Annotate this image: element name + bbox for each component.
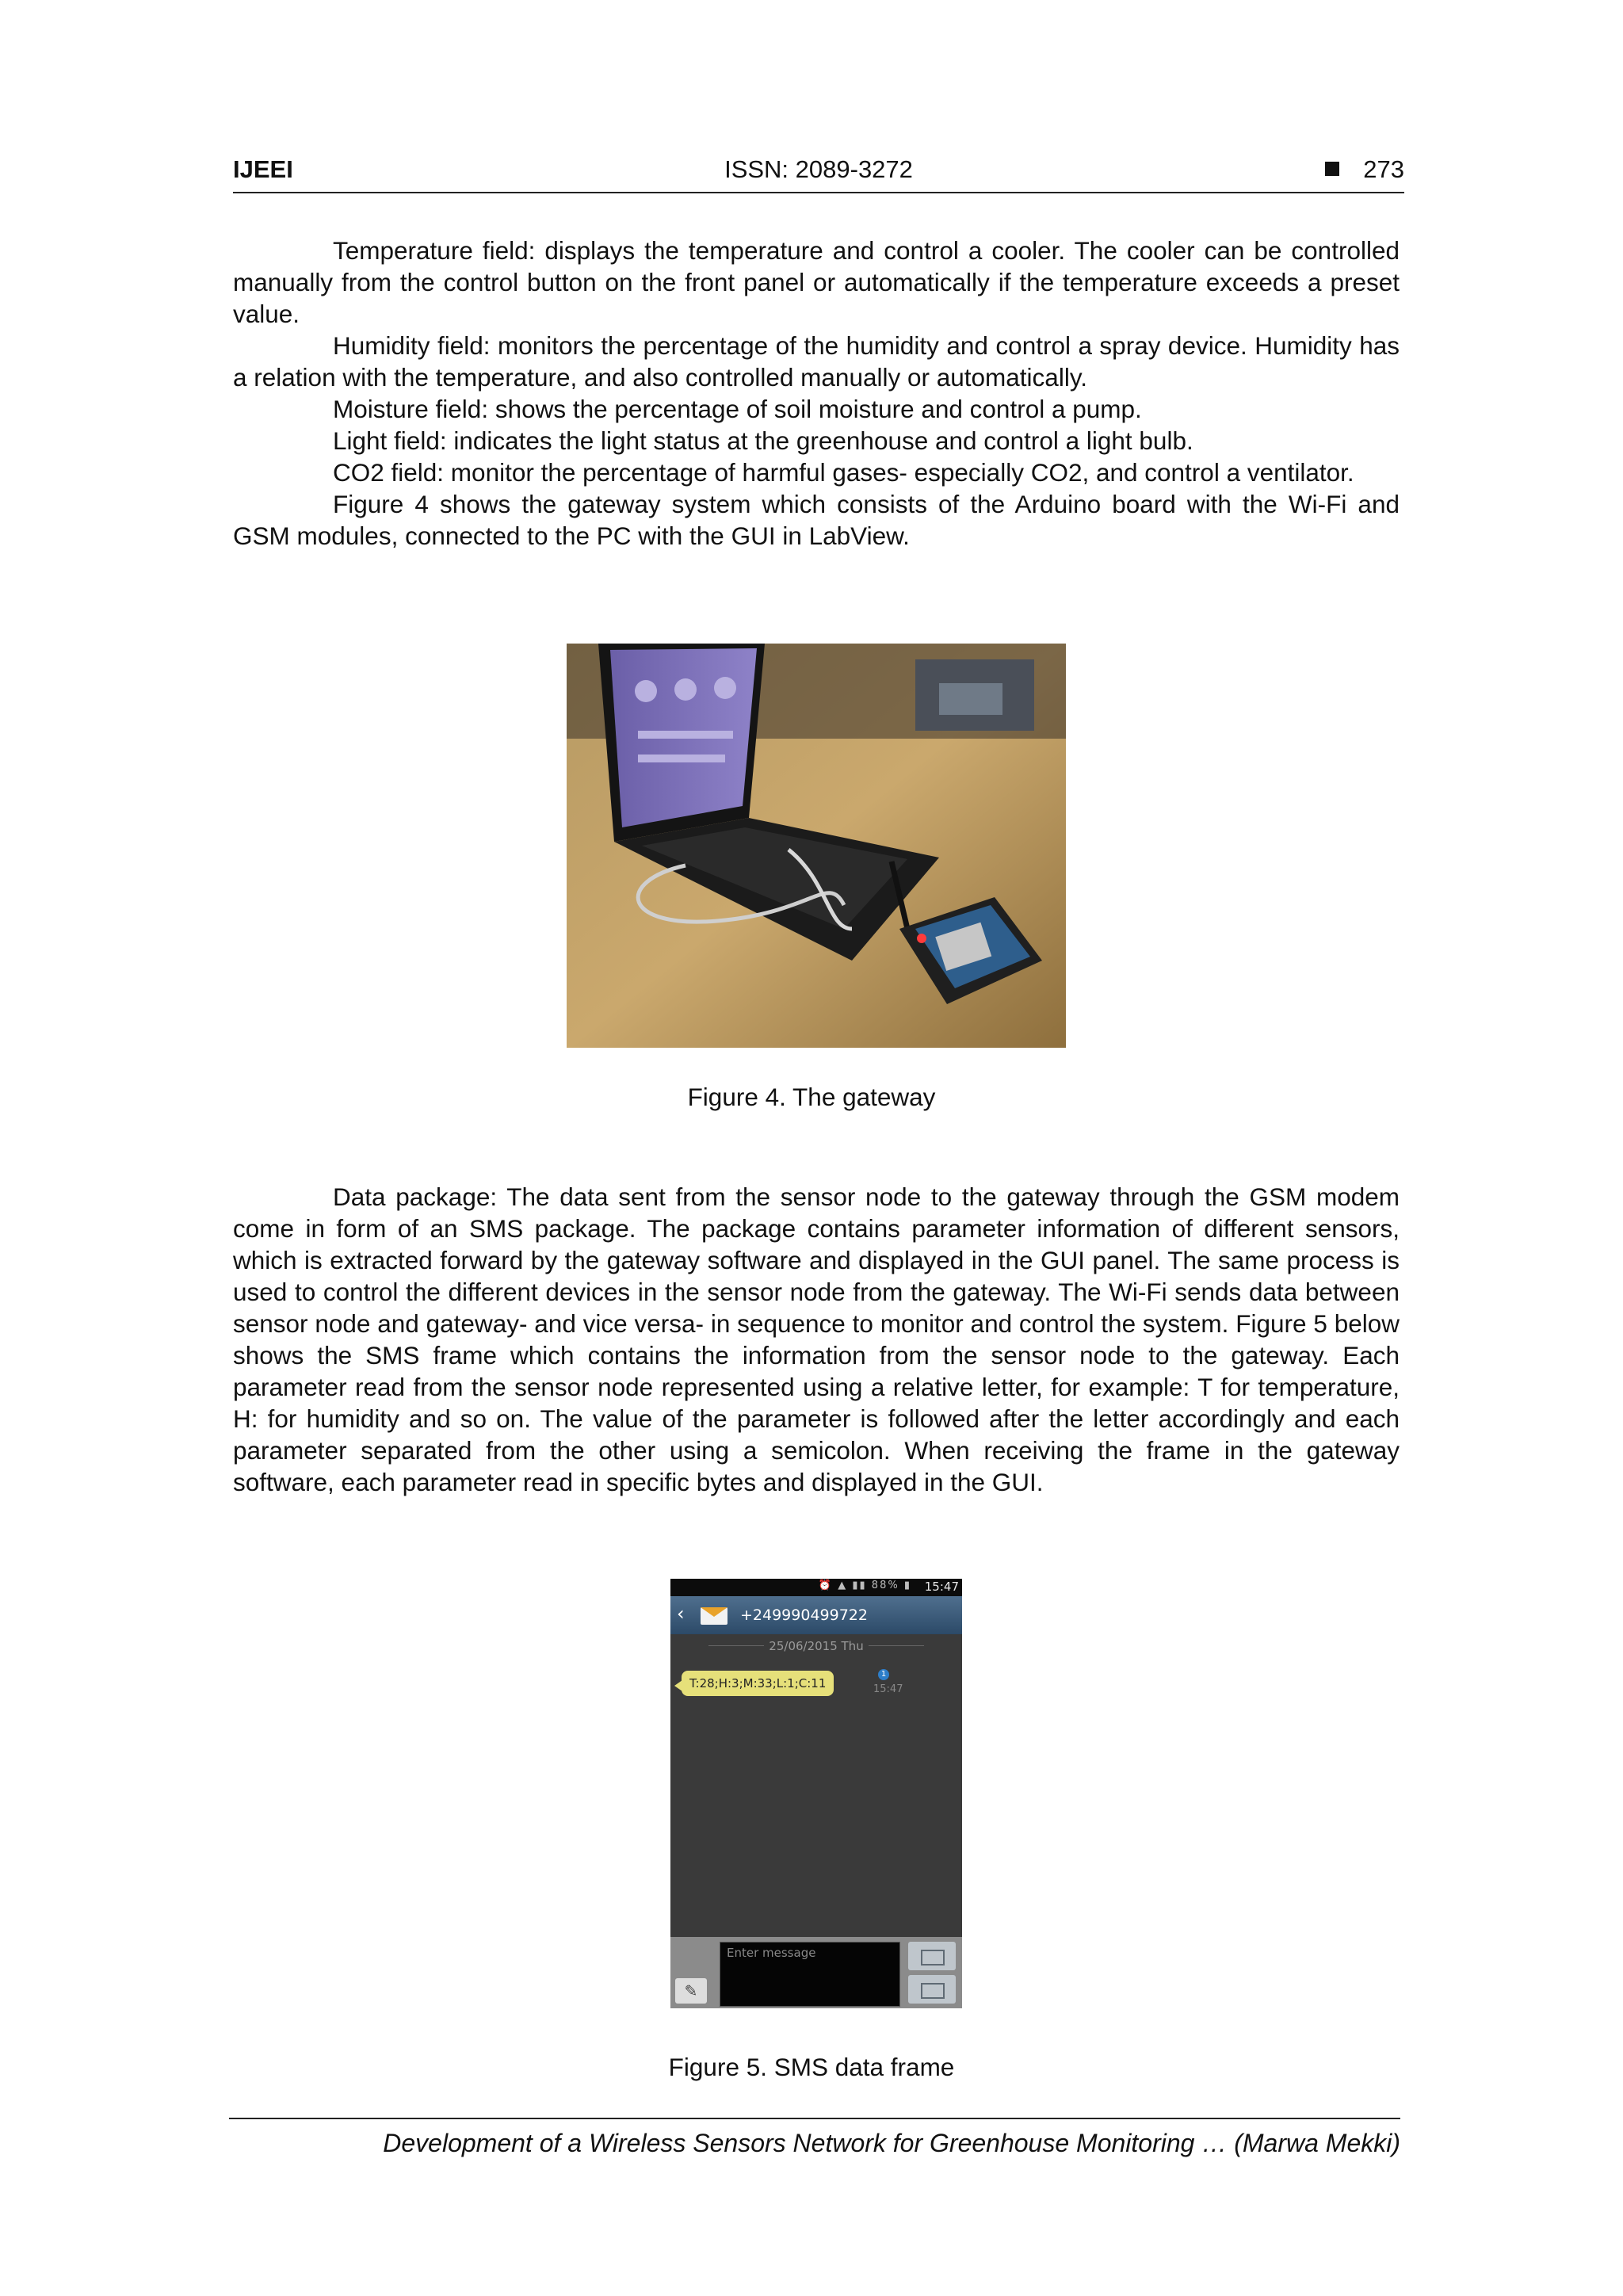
footer-text: Development of a Wireless Sensors Network for Greenhouse Monitoring … (Marwa Mekki) bbox=[383, 2129, 1400, 2157]
figure-5-caption: Figure 5. SMS data frame bbox=[668, 2053, 955, 2081]
attach-icon[interactable]: ✎ bbox=[675, 1978, 707, 2004]
message-input[interactable] bbox=[720, 1942, 900, 2007]
figure-4-caption: Figure 4. The gateway bbox=[687, 1083, 936, 1111]
message-badge: 1 bbox=[878, 1669, 889, 1680]
send-mms-button[interactable] bbox=[908, 1975, 956, 2004]
body-text-top bbox=[233, 235, 1400, 552]
page-number: 273 bbox=[1363, 155, 1404, 183]
message-thread bbox=[670, 1634, 962, 1951]
send-envelope-icon bbox=[921, 1950, 945, 1966]
journal-name: IJEEI bbox=[233, 155, 293, 183]
message-composer bbox=[670, 1937, 962, 2008]
status-time: 15:47 bbox=[924, 1580, 959, 1594]
square-bullet-icon bbox=[1325, 162, 1339, 176]
paragraph: Data package: The data sent from the sensor node to the gateway through the GSM modem come in form of an SMS package. The package contains parameter information of different sensors, which is extracted forward by the gateway software and displayed in the GUI panel. The same process is used to control the different devices in the sensor node from the gateway. The Wi-Fi sends data between sensor node and gateway- and vice versa- in sequence to monitor and control the system. Figure 5 below shows the SMS frame which contains the information from the sensor node to the gateway. Each parameter read from the sensor node represented using a relative letter, for example: T for temperature, H: for humidity and so on. The value of the parameter is followed after the letter accordingly and each parameter separated from the other using a semicolon. When receiving the frame in the gateway software, each parameter read in specific bytes and displayed in the GUI. bbox=[233, 1182, 1400, 1496]
signal-icons: ⏰ ▲ ▮▮ 88% ▮ bbox=[818, 1580, 911, 1591]
message-input-placeholder: Enter message bbox=[727, 1946, 816, 1960]
page-footer bbox=[229, 2118, 1400, 2157]
contact-number: +249990499722 bbox=[740, 1606, 868, 1624]
issn: ISSN: 2089-3272 bbox=[724, 155, 913, 183]
body-text-middle bbox=[233, 1181, 1400, 1498]
gateway-photo-illustration bbox=[567, 644, 1066, 1048]
message-bubble: T:28;H:3;M:33;L:1;C:11 bbox=[682, 1671, 834, 1696]
paragraph: Light field: indicates the light status at the greenhouse and control a light bulb. bbox=[333, 426, 1193, 455]
send-button[interactable] bbox=[908, 1942, 956, 1970]
sms-screenshot bbox=[670, 1579, 962, 2008]
paragraph: Temperature field: displays the temperature and control a cooler. The cooler can be controlled manually from the control button on the front panel or automatically if the temperature exceeds a preset value. bbox=[233, 236, 1400, 328]
message-time: 15:47 bbox=[873, 1683, 903, 1695]
date-label: 25/06/2015 Thu bbox=[769, 1639, 864, 1653]
paragraph: CO2 field: monitor the percentage of harmful gases- especially CO2, and control a ventilator. bbox=[333, 458, 1354, 487]
date-separator bbox=[686, 1639, 946, 1653]
paragraph: Humidity field: monitors the percentage of the humidity and control a spray device. Humidity has a relation with the temperature, and also controlled manually or automatically. bbox=[233, 331, 1400, 392]
page-header bbox=[233, 155, 1404, 193]
status-bar bbox=[670, 1579, 962, 1596]
conversation-header bbox=[670, 1596, 962, 1634]
paragraph: Figure 4 shows the gateway system which consists of the Arduino board with the Wi-Fi and GSM modules, connected to the PC with the GUI in LabView. bbox=[233, 490, 1400, 550]
back-arrow-icon[interactable]: ‹ bbox=[677, 1603, 685, 1625]
paragraph: Moisture field: shows the percentage of soil moisture and control a pump. bbox=[333, 395, 1142, 423]
battery-percent: 88% bbox=[871, 1580, 899, 1591]
send-mms-envelope-icon bbox=[921, 1983, 945, 1999]
figure-4-photo bbox=[567, 644, 1066, 1048]
page-number-block bbox=[1325, 155, 1404, 184]
envelope-icon bbox=[701, 1607, 727, 1625]
